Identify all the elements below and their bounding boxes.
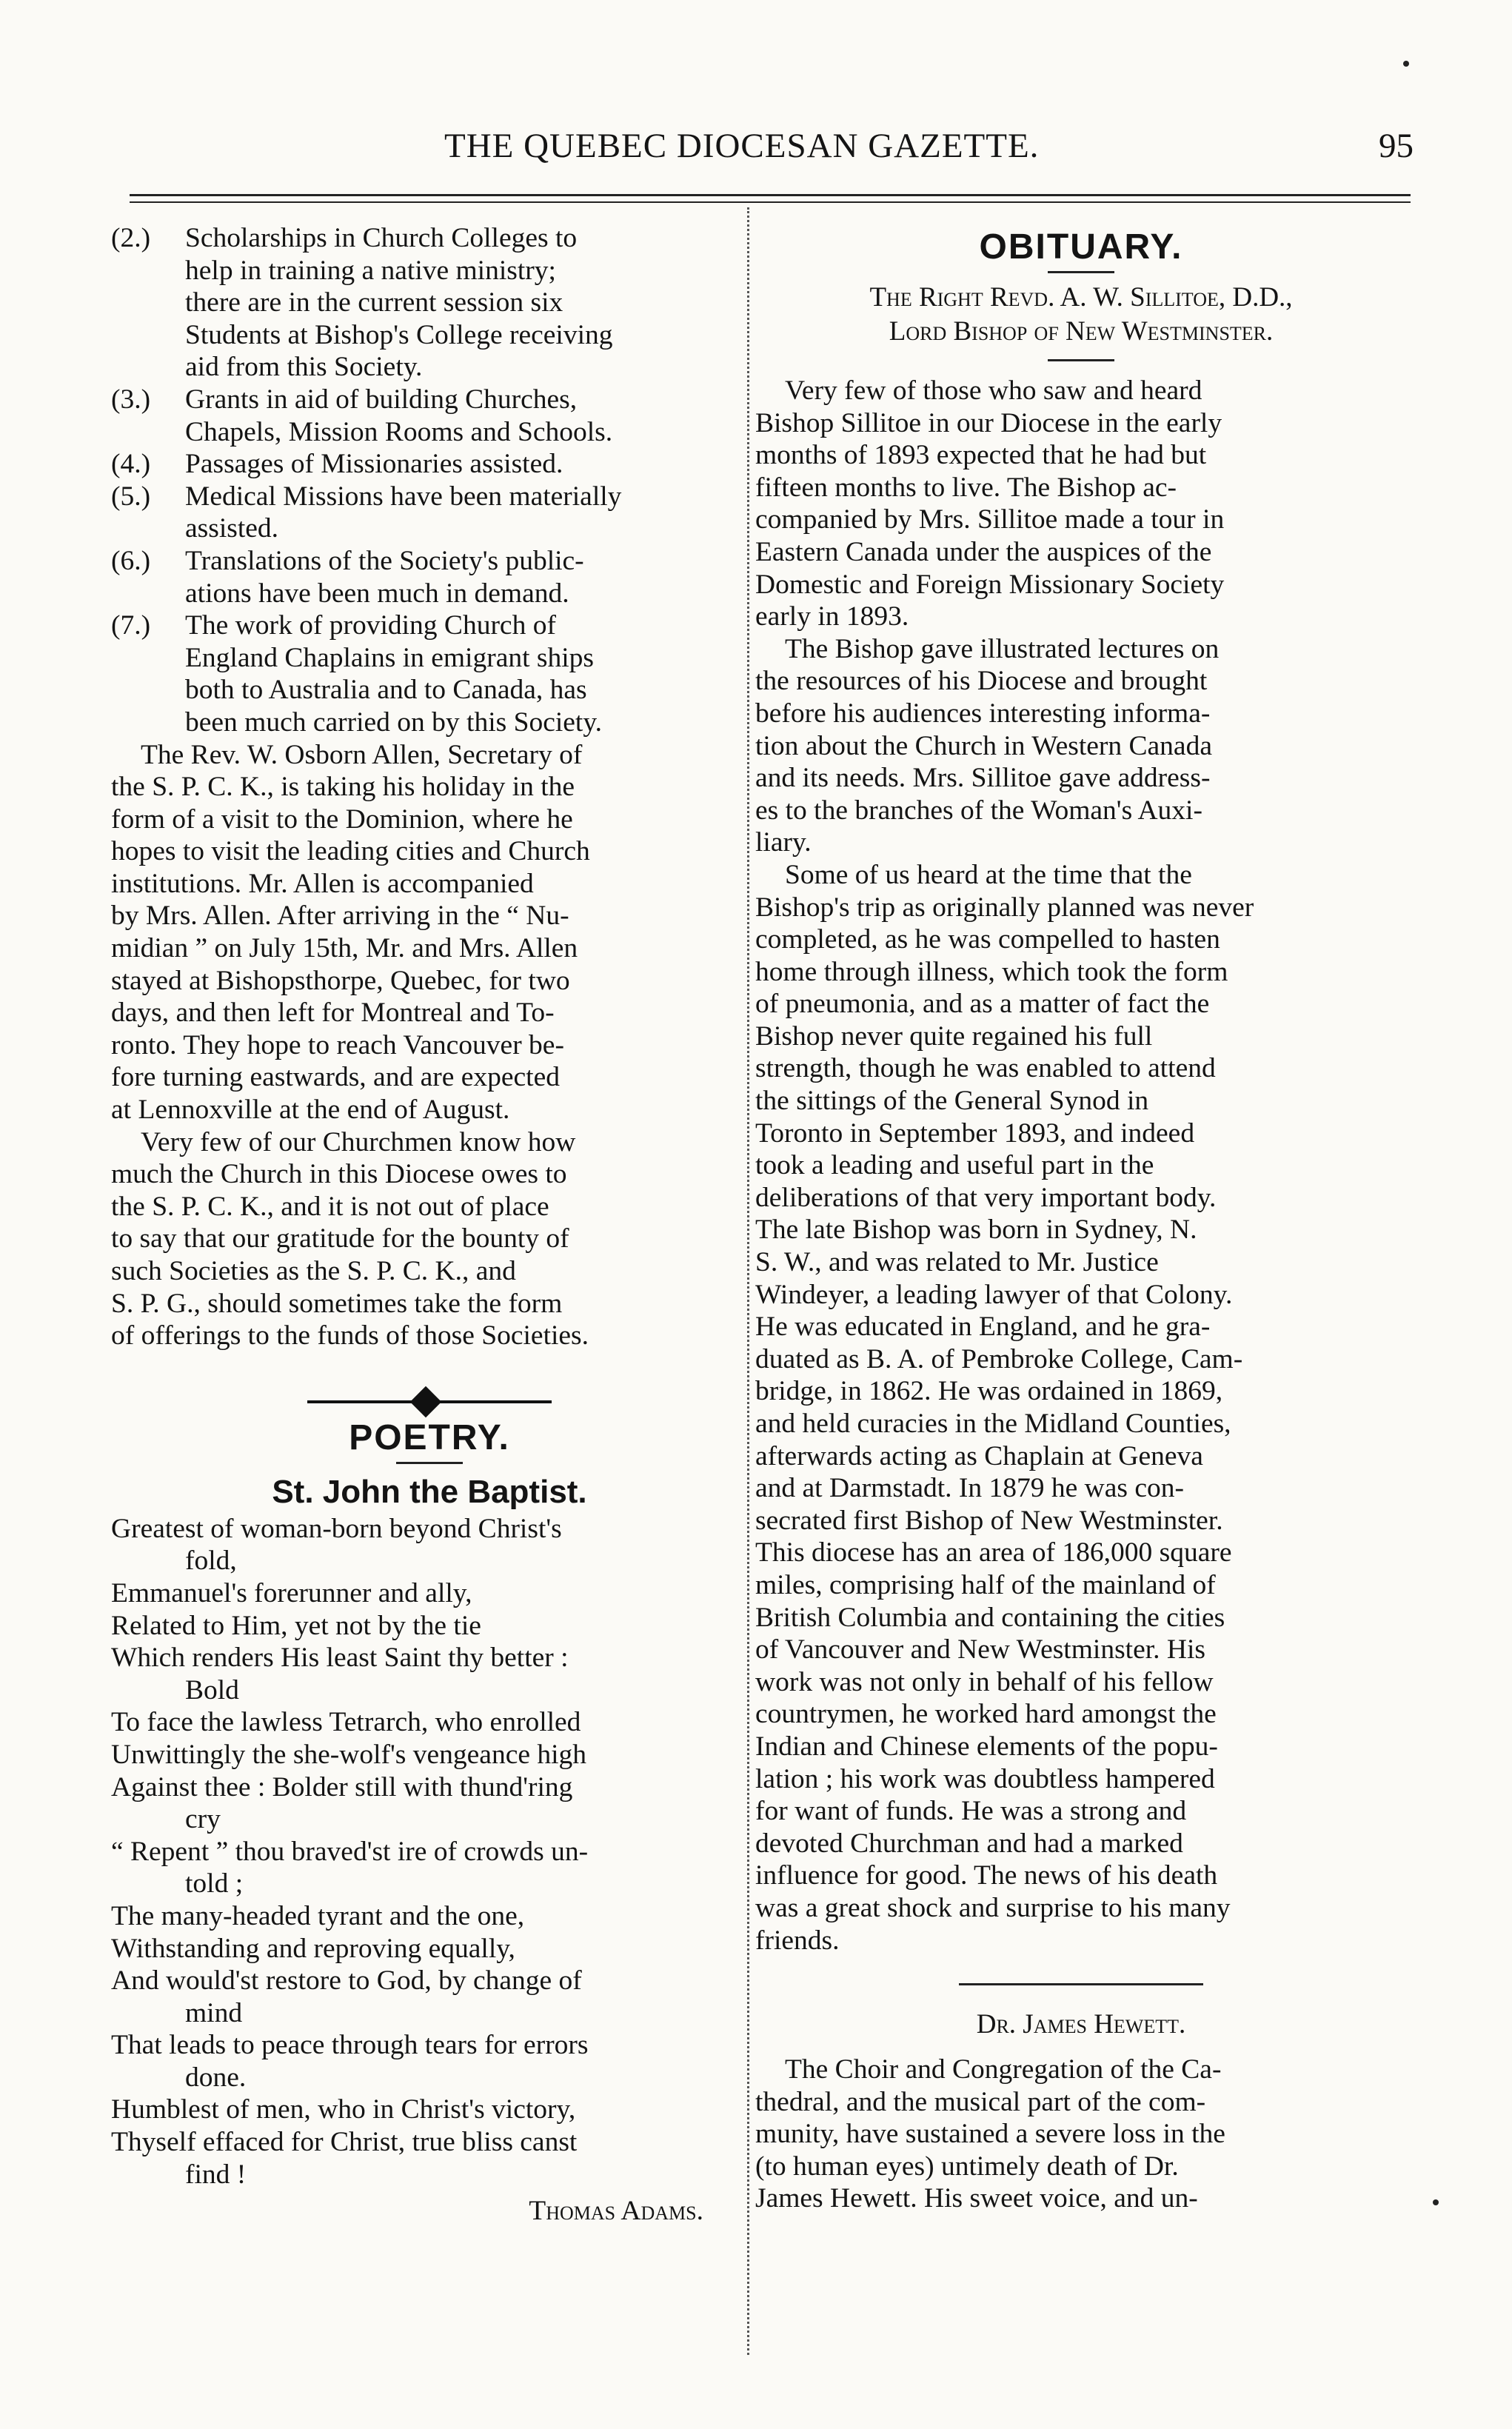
poem-line: Related to Him, yet not by the tie [111, 1610, 481, 1641]
list-item-line: assisted. [185, 513, 279, 544]
text-line: tion about the Church in Western Canada [755, 730, 1212, 761]
text-line: Bishop Sillitoe in our Diocese in the early [755, 407, 1222, 438]
poem-line: Thyself effaced for Christ, true bliss canst [111, 2127, 578, 2158]
text-line: thedral, and the musical part of the com- [755, 2086, 1206, 2117]
poem-line: Which renders His least Saint thy better : [111, 1643, 569, 1674]
list-item-number: (3.) [111, 384, 151, 415]
text-line: Indian and Chinese elements of the popu- [755, 1731, 1218, 1762]
list-item-line: there are in the current session six [185, 287, 563, 318]
text-line: by Mrs. Allen. After arriving in the “ Nu- [111, 901, 569, 932]
poem-line: Against thee : Bolder still with thund'ring [111, 1771, 573, 1802]
society-activities-list [111, 222, 748, 739]
obituary-rule [1048, 271, 1114, 273]
poem-line: Bold [185, 1674, 239, 1705]
list-item [111, 384, 748, 448]
hewett-obituary-text [755, 2054, 1407, 2215]
text-line: bridge, in 1862. He was ordained in 1869, [755, 1376, 1223, 1407]
text-line: and its needs. Mrs. Sillitoe gave address- [755, 763, 1211, 794]
text-line: munity, have sustained a severe loss in the [755, 2119, 1225, 2150]
poem-body [111, 1513, 748, 2191]
text-line: secrated first Bishop of New Westminster. [755, 1505, 1223, 1536]
text-line: The Bishop gave illustrated lectures on [785, 633, 1220, 664]
text-line: He was educated in England, and he gra- [755, 1312, 1211, 1343]
text-line: This diocese has an area of 186,000 square [755, 1537, 1232, 1568]
list-item-line: Translations of the Society's public- [185, 545, 584, 576]
right-column [755, 222, 1407, 2215]
list-item [111, 609, 748, 738]
ink-speck [1433, 2199, 1439, 2205]
list-item-line: been much carried on by this Society. [185, 706, 603, 738]
text-line: friends. [755, 1925, 840, 1956]
ornamental-rule [307, 1391, 552, 1413]
text-line: The Choir and Congregation of the Ca- [785, 2054, 1222, 2085]
text-line: for want of funds. He was a strong and [755, 1796, 1187, 1827]
text-line: James Hewett. His sweet voice, and un- [755, 2183, 1198, 2214]
obituary-subject-title: Lord Bishop of New Westminster. [889, 316, 1274, 347]
text-line: the S. P. C. K., and it is not out of place [111, 1191, 549, 1222]
text-line: strength, though he was enabled to attend [755, 1053, 1216, 1084]
text-line: S. W., and was related to Mr. Justice [755, 1247, 1159, 1278]
text-line: Domestic and Foreign Missionary Society [755, 569, 1225, 600]
obituary-paragraph [755, 859, 1407, 1957]
poem-line: Emmanuel's forerunner and ally, [111, 1577, 472, 1608]
text-line: Very few of those who saw and heard [785, 375, 1202, 406]
text-line: was a great shock and surprise to his many [755, 1892, 1231, 1923]
text-line: miles, comprising half of the mainland of [755, 1569, 1216, 1600]
text-line: duated as B. A. of Pembroke College, Cam- [755, 1343, 1243, 1374]
poem-line: fold, [185, 1546, 237, 1577]
left-column [111, 222, 748, 2228]
poem-line: That leads to peace through tears for errors [111, 2030, 589, 2061]
hewett-heading: Dr. James Hewett. [976, 2009, 1186, 2040]
text-line: early in 1893. [755, 601, 909, 632]
text-line: stayed at Bishopsthorpe, Quebec, for two [111, 965, 570, 996]
poem-line: cry [185, 1804, 221, 1835]
text-line: of pneumonia, and as a matter of fact the [755, 989, 1210, 1020]
text-line: institutions. Mr. Allen is accompanied [111, 868, 534, 899]
poem-line: To face the lawless Tetrarch, who enrolled [111, 1707, 581, 1738]
poem-line: mind [185, 1997, 243, 2028]
list-item-line: Passages of Missionaries assisted. [185, 449, 563, 480]
text-line: work was not only in behalf of his fellow [755, 1666, 1214, 1697]
list-item-line: Scholarships in Church Colleges to [185, 223, 578, 253]
list-item-line: help in training a native ministry; [185, 255, 556, 286]
list-item-number: (6.) [111, 545, 151, 576]
text-line: home through illness, which took the form [755, 956, 1228, 987]
text-line: and at Darmstadt. In 1879 he was con- [755, 1473, 1184, 1504]
gratitude-paragraph [111, 1126, 748, 1352]
text-line: fifteen months to live. The Bishop ac- [755, 472, 1177, 503]
text-line: The late Bishop was born in Sydney, N. [755, 1214, 1197, 1246]
text-line: Windeyer, a leading lawyer of that Colony. [755, 1279, 1233, 1310]
list-item-number: (5.) [111, 481, 151, 512]
poem-line: The many-headed tyrant and the one, [111, 1900, 525, 1931]
running-title: THE QUEBEC DIOCESAN GAZETTE. [444, 127, 1040, 165]
text-line: months of 1893 expected that he had but [755, 440, 1207, 471]
poem-line: Unwittingly the she-wolf's vengeance high [111, 1739, 587, 1770]
poem-line: Greatest of woman-born beyond Christ's [111, 1513, 562, 1544]
text-line: much the Church in this Diocese owes to [111, 1159, 567, 1190]
text-line: and held curacies in the Midland Counties, [755, 1409, 1231, 1439]
text-line: deliberations of that very important body. [755, 1182, 1217, 1213]
text-line: the S. P. C. K., is taking his holiday in the [111, 772, 575, 803]
text-line: Toronto in September 1893, and indeed [755, 1117, 1195, 1149]
list-item [111, 545, 748, 609]
text-line: The Rev. W. Osborn Allen, Secretary of [141, 739, 583, 770]
poem-line: “ Repent ” thou braved'st ire of crowds un- [111, 1836, 589, 1867]
text-line: before his audiences interesting informa- [755, 698, 1211, 729]
subject-rule [1048, 359, 1114, 361]
text-line: hopes to visit the leading cities and Church [111, 836, 590, 867]
list-item [111, 448, 748, 481]
header-rule [130, 194, 1411, 196]
list-item [111, 222, 748, 384]
list-item-line: England Chaplains in emigrant ships [185, 642, 595, 673]
sillitoe-obituary-text [755, 375, 1407, 1957]
header-rule-thin [130, 201, 1411, 203]
list-item-line: Students at Bishop's College receiving [185, 319, 613, 350]
text-line: of Vancouver and New Westminster. His [755, 1634, 1205, 1665]
text-line: Bishop's trip as originally planned was never [755, 892, 1254, 923]
text-line: S. P. G., should sometimes take the form [111, 1288, 563, 1319]
text-line: the resources of his Diocese and brought [755, 666, 1208, 697]
text-line: influence for good. The news of his death [755, 1860, 1218, 1891]
list-item-number: (2.) [111, 223, 151, 253]
obituary-subject-name: The Right Revd. A. W. Sillitoe, D.D., [869, 282, 1293, 313]
page-number: 95 [1379, 127, 1414, 165]
obituary-heading: OBITUARY. [979, 227, 1183, 267]
poem-author: Thomas Adams. [529, 2196, 703, 2227]
poem-line: Withstanding and reproving equally, [111, 1933, 515, 1964]
text-line: liary. [755, 827, 812, 858]
poem-line: Humblest of men, who in Christ's victory, [111, 2094, 576, 2125]
text-line: of offerings to the funds of those Societies. [111, 1320, 589, 1352]
text-line: form of a visit to the Dominion, where he [111, 803, 573, 835]
obituary-paragraph [755, 375, 1407, 633]
text-line: countrymen, he worked hard amongst the [755, 1699, 1217, 1730]
poem-line: told ; [185, 1868, 244, 1900]
text-line: British Columbia and containing the cities [755, 1602, 1225, 1633]
obituary-paragraph [755, 633, 1407, 859]
text-line: such Societies as the S. P. C. K., and [111, 1256, 516, 1286]
poem-line: done. [185, 2062, 247, 2093]
text-line: midian ” on July 15th, Mr. and Mrs. Allen [111, 933, 578, 964]
text-line: afterwards acting as Chaplain at Geneva [755, 1440, 1203, 1471]
text-line: (to human eyes) untimely death of Dr. [755, 2151, 1179, 2182]
text-line: Very few of our Churchmen know how [141, 1126, 576, 1157]
list-item-line: The work of providing Church of [185, 610, 556, 641]
text-line: the sittings of the General Synod in [755, 1086, 1149, 1117]
list-item-line: ations have been much in demand. [185, 578, 569, 609]
text-line: completed, as he was compelled to hasten [755, 924, 1220, 955]
list-item-line: Chapels, Mission Rooms and Schools. [185, 416, 613, 447]
text-line: to say that our gratitude for the bounty of [111, 1223, 569, 1254]
list-item-line: Grants in aid of building Churches, [185, 384, 578, 415]
list-item-number: (4.) [111, 449, 151, 480]
text-line: at Lennoxville at the end of August. [111, 1095, 510, 1126]
poetry-rule [396, 1462, 463, 1464]
allen-visit-paragraph [111, 739, 748, 1126]
text-line: lation ; his work was doubtless hampered [755, 1763, 1215, 1794]
list-item-line: aid from this Society. [185, 352, 423, 383]
list-item-line: both to Australia and to Canada, has [185, 675, 587, 706]
list-item-number: (7.) [111, 610, 151, 641]
text-line: days, and then left for Montreal and To- [111, 998, 555, 1029]
text-line: Eastern Canada under the auspices of the [755, 536, 1212, 567]
ink-speck [1403, 61, 1409, 67]
text-line: fore turning eastwards, and are expected [111, 1062, 560, 1093]
text-line: ronto. They hope to reach Vancouver be- [111, 1029, 564, 1060]
text-line: es to the branches of the Woman's Auxi- [755, 795, 1202, 826]
text-line: Bishop never quite regained his full [755, 1020, 1153, 1052]
poem-line: find ! [185, 2159, 247, 2190]
poem-title: St. John the Baptist. [272, 1473, 587, 1510]
section-rule [959, 1983, 1203, 1985]
text-line: devoted Churchman and had a marked [755, 1828, 1183, 1859]
list-item [111, 481, 748, 545]
text-line: companied by Mrs. Sillitoe made a tour in [755, 504, 1225, 535]
text-line: Some of us heard at the time that the [785, 859, 1192, 890]
poem-line: And would'st restore to God, by change of [111, 1965, 582, 1997]
diamond-ornament-icon [410, 1386, 441, 1417]
list-item-line: Medical Missions have been materially [185, 481, 622, 512]
text-line: took a leading and useful part in the [755, 1150, 1154, 1181]
poetry-heading: POETRY. [349, 1417, 510, 1457]
